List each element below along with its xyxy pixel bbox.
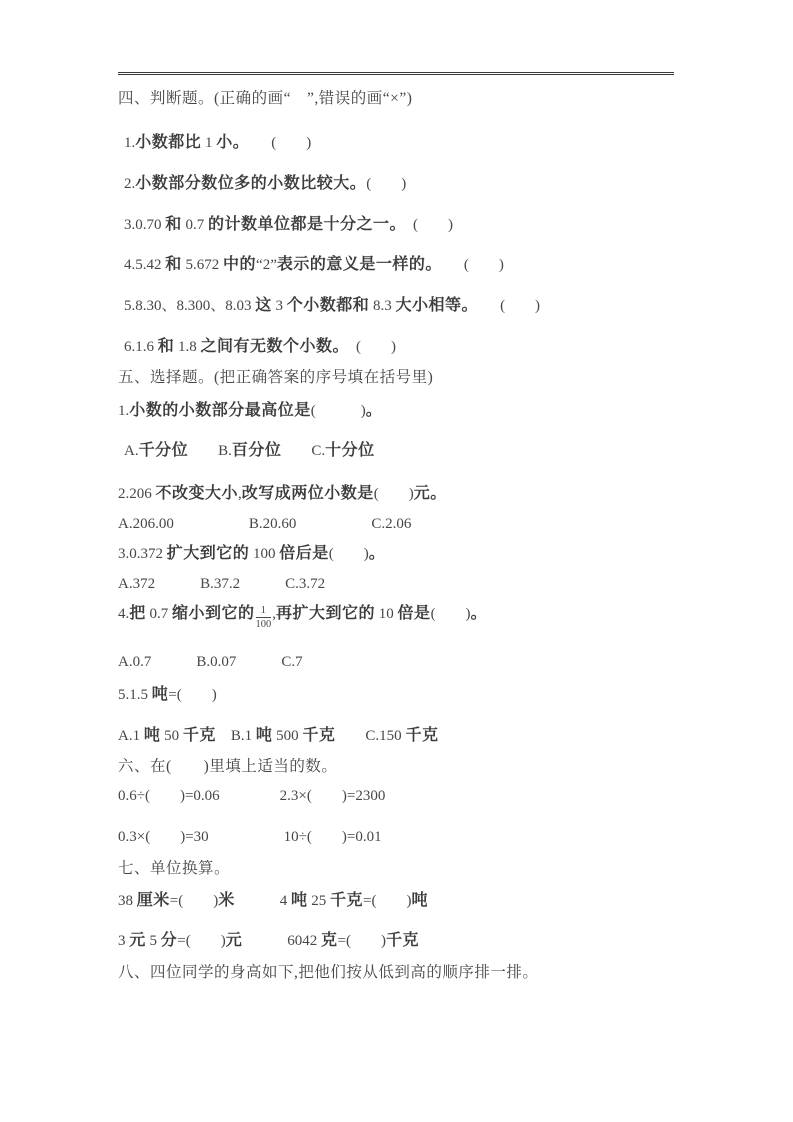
choice-options-2: A.206.00 B.20.60 C.2.06 [118,516,412,532]
fraction-denominator: 100 [255,619,272,630]
top-divider [118,72,674,75]
choice-question-1: 1.小数的小数部分最高位是( )。 [118,402,383,419]
choice-question-4-after-fraction: ,再扩大到它的 10 倍是( )。 [272,605,488,622]
choice-options-5: A.1 吨 50 千克 B.1 吨 500 千克 C.150 千克 [118,727,439,745]
choice-options-1: A.千分位 B.百分位 C.十分位 [124,442,375,459]
section-7-heading: 七、单位换算。 [118,860,231,878]
section-8-heading: 八、四位同学的身高如下,把他们按从低到高的顺序排一排。 [118,964,539,982]
judgment-question-3: 3.0.70 和 0.7 的计数单位都是十分之一。 ( ) [124,216,454,233]
choice-question-4 [118,603,713,630]
fraction-1-over-100 [256,605,272,630]
fill-blank-row-1: 0.6÷( )=0.06 2.3×( )=2300 [118,788,386,805]
section-4-heading: 四、判断题。(正确的画“ ”,错误的画“×”) [118,90,413,107]
judgment-question-4: 4.5.42 和 5.672 中的“2”表示的意义是一样的。 ( ) [124,256,504,273]
judgment-question-2: 2.小数部分数位多的小数比较大。( ) [124,175,407,192]
fill-blank-row-2: 0.3×( )=30 10÷( )=0.01 [118,829,382,846]
choice-question-4-before-fraction: 4.把 0.7 缩小到它的 [118,605,255,622]
judgment-question-5: 5.8.30、8.300、8.03 这 3 个小数都和 8.3 大小相等。 ( ) [124,297,541,314]
judgment-question-6: 6.1.6 和 1.8 之间有无数个小数。 ( ) [124,338,397,355]
section-5-heading: 五、选择题。(把正确答案的序号填在括号里) [118,369,434,386]
unit-conversion-row-2: 3 元 5 分=( )元 6042 克=( )千克 [118,932,419,950]
choice-question-5: 5.1.5 吨=( ) [118,686,217,704]
choice-question-3: 3.0.372 扩大到它的 100 倍后是( )。 [118,545,386,562]
unit-conversion-row-1: 38 厘米=( )米 4 吨 25 千克=( )吨 [118,892,428,910]
choice-question-2: 2.206 不改变大小,改写成两位小数是( )元。 [118,485,447,502]
section-6-heading: 六、在( )里填上适当的数。 [118,758,338,776]
choice-options-3: A.372 B.37.2 C.3.72 [118,576,326,592]
fraction-numerator: 1 [256,605,272,618]
judgment-question-1: 1.小数都比 1 小。 ( ) [124,134,312,151]
choice-options-4: A.0.7 B.0.07 C.7 [118,654,303,671]
